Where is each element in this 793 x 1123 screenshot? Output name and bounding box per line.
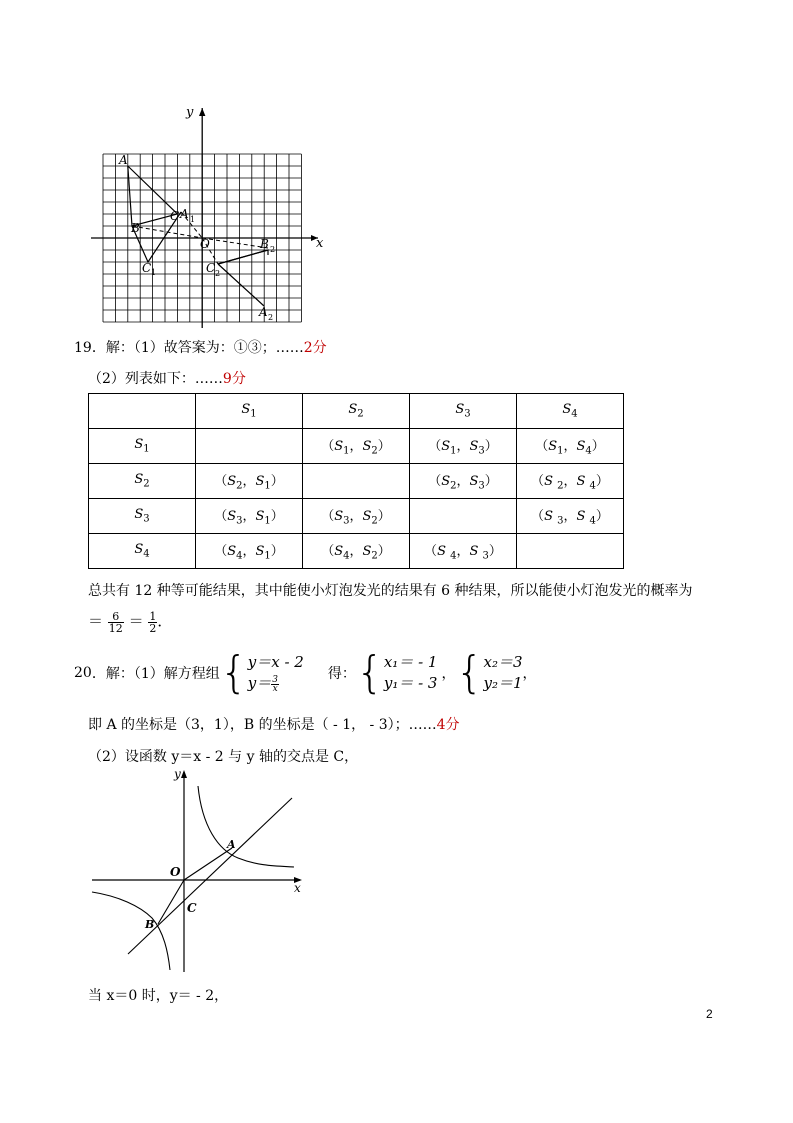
table-cell: $S_2$ <box>89 464 196 499</box>
q19-eq2: ＝ <box>128 612 144 630</box>
q20-line2-dots: …… <box>408 717 437 733</box>
label-A: A <box>119 153 128 167</box>
table-cell: （$S_2$，$S_1$） <box>196 464 303 499</box>
figure-hyperbola-line <box>88 766 308 974</box>
label-C: C <box>170 209 180 223</box>
table-cell: （$S_4$，$S_2$） <box>303 534 410 569</box>
table-row <box>89 429 624 464</box>
q20-line2-text: 即 A 的坐标是（3，1），B 的坐标是（ - 1， - 3）； <box>88 717 409 733</box>
q19-line2-dots: …… <box>194 371 223 387</box>
table-row <box>89 464 624 499</box>
table-row <box>89 534 624 569</box>
table-cell <box>89 394 196 429</box>
sys1-line2-pre: y＝ <box>247 674 272 692</box>
q20-line4: 当 x＝0 时，y＝ - 2， <box>88 988 229 1004</box>
table-cell: $S_4$ <box>89 534 196 569</box>
fig2-label-O: O <box>170 865 181 879</box>
q19-probability <box>88 610 172 634</box>
frac2-num: 1 <box>149 609 157 623</box>
sys1-line1: y＝x - 2 <box>247 653 304 671</box>
q20-number: 20 <box>74 665 92 681</box>
table-cell: （S $_4$，S $_3$） <box>410 534 517 569</box>
sys3-line1: x₂＝3 <box>483 653 523 671</box>
label-A2: A <box>259 305 268 319</box>
q20-line3: （2）设函数 y＝x - 2 与 y 轴的交点是 C， <box>88 749 359 765</box>
q19-line2-score: 9分 <box>222 371 246 387</box>
page-number: 2 <box>706 1007 713 1021</box>
q20-line1 <box>74 648 537 698</box>
q19-line1 <box>74 337 327 357</box>
table-cell: $S_2$ <box>303 394 410 429</box>
q19-conclusion: 总共有 12 种等可能结果，其中能使小灯泡发光的结果有 6 种结果，所以能使小灯泡发光的概率为 <box>88 583 693 599</box>
table-cell: $S_1$ <box>196 394 303 429</box>
q19-line2 <box>88 368 246 388</box>
table-cell: $S_3$ <box>89 499 196 534</box>
label-C2-sub: 2 <box>215 269 221 278</box>
label-C1-sub: 1 <box>151 268 157 277</box>
label-B2-sub: 2 <box>270 245 276 254</box>
table-cell <box>303 464 410 499</box>
solution-2 <box>483 652 522 694</box>
fig2-label-A: A <box>227 838 236 851</box>
label-B2: B <box>260 237 269 251</box>
fig2-x-label: x <box>294 881 301 895</box>
table-cell: （S $_2$，S $_4$） <box>517 464 624 499</box>
fig2-y-label: y <box>174 767 181 781</box>
q19-eq1: ＝ <box>88 612 104 630</box>
q19-number: 19 <box>74 340 92 356</box>
table-cell: $S_1$ <box>89 429 196 464</box>
q20-get: 得： <box>327 666 356 682</box>
table-cell: （$S_1$，$S_4$） <box>517 429 624 464</box>
frac1-num: 6 <box>108 611 124 623</box>
label-B: B <box>131 221 140 235</box>
table-cell <box>517 534 624 569</box>
q20-end: ， <box>522 666 537 682</box>
label-C2: C <box>206 261 216 275</box>
sys1-line2 <box>248 673 304 694</box>
fig2-label-B: B <box>145 918 155 931</box>
q19-line1-text: ．解：（1）故答案为：①③； <box>91 340 276 356</box>
brace-left: { <box>355 647 384 698</box>
fraction-3-x <box>271 676 279 693</box>
q20-line2-score: 4分 <box>436 717 460 733</box>
x-axis-label: x <box>316 236 324 251</box>
table-cell: $S_3$ <box>410 394 517 429</box>
frac2-den: 2 <box>149 621 157 635</box>
table-cell: （$S_3$，$S_1$） <box>196 499 303 534</box>
frac1-den: 12 <box>108 621 123 635</box>
label-C1: C <box>142 261 152 275</box>
figure-grid-triangles <box>88 100 338 330</box>
table-cell: $S_4$ <box>517 394 624 429</box>
q19-eq-end: ． <box>157 612 173 630</box>
label-A1-sub: 1 <box>190 215 196 224</box>
table-cell <box>410 499 517 534</box>
fraction-6-12 <box>108 611 124 634</box>
table-cell: （$S_1$，$S_2$） <box>303 429 410 464</box>
y-axis-label: y <box>186 105 194 120</box>
fig2-label-C: C <box>187 901 197 915</box>
q20-sep: ， <box>441 666 456 682</box>
sys1-frac-den: x <box>272 683 278 694</box>
q20-line2 <box>88 714 460 734</box>
results-table <box>88 393 624 569</box>
sys1-frac-num: 3 <box>272 674 278 685</box>
table-row <box>89 499 624 534</box>
table-header-row <box>89 394 624 429</box>
label-O: O <box>200 237 210 251</box>
table-cell <box>196 429 303 464</box>
system-equations <box>248 652 304 694</box>
label-A2-sub: 2 <box>268 313 274 322</box>
q19-line1-score: 2分 <box>303 340 327 356</box>
q19-line1-dots: …… <box>275 340 304 356</box>
q19-line2-text: （2）列表如下： <box>88 371 195 387</box>
q20-line1-text: ．解：（1）解方程组 <box>91 666 220 682</box>
brace-left: { <box>219 647 248 698</box>
table-cell: （$S_3$，$S_2$） <box>303 499 410 534</box>
table-cell: （$S_1$，$S_3$） <box>410 429 517 464</box>
table-cell: （S $_3$，S $_4$） <box>517 499 624 534</box>
sys2-line1: x₁＝ - 1 <box>383 653 438 671</box>
solution-1 <box>384 652 438 694</box>
sys2-line2: y₁＝ - 3 <box>383 674 438 692</box>
table-cell: （$S_4$，$S_1$） <box>196 534 303 569</box>
table-cell: （$S_2$，$S_3$） <box>410 464 517 499</box>
sys3-line2: y₂＝1 <box>483 674 523 692</box>
brace-left: { <box>455 647 484 698</box>
label-A1: A <box>180 207 189 221</box>
